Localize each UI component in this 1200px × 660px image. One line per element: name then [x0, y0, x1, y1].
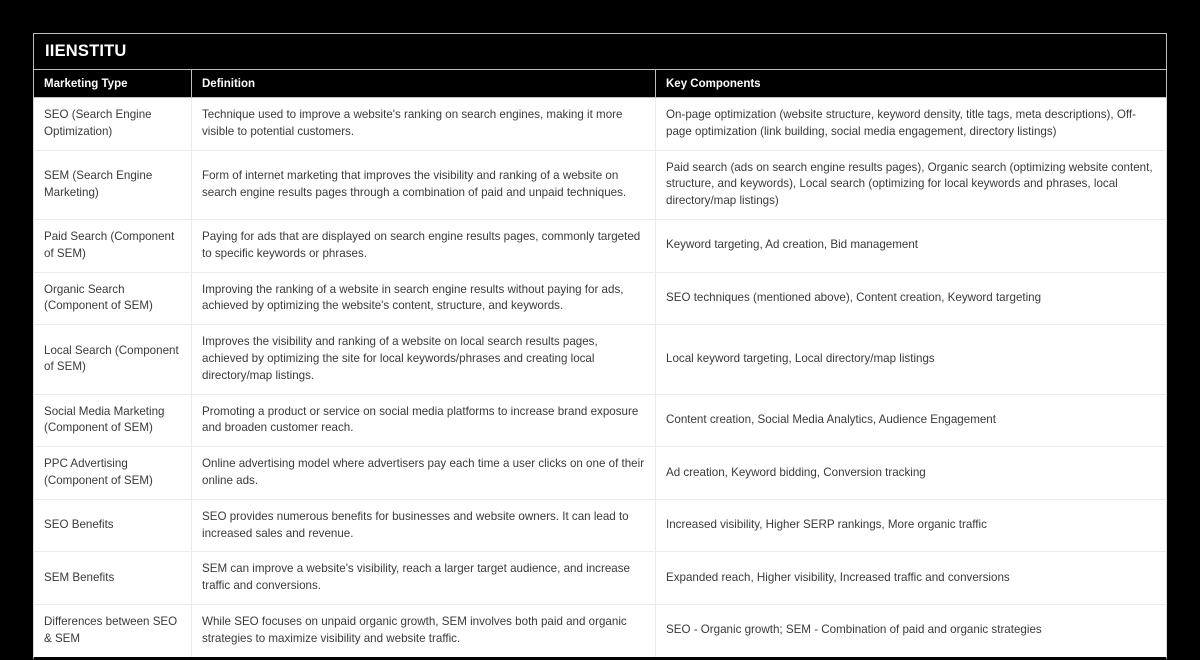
column-header-definition: Definition [191, 70, 655, 97]
cell-marketing-type: PPC Advertising (Component of SEM) [44, 457, 153, 487]
table-row [34, 273, 1166, 326]
table-row [34, 98, 1166, 151]
cell-marketing-type: SEO (Search Engine Optimization) [44, 108, 152, 138]
table-row [34, 552, 1166, 605]
table-row [34, 500, 1166, 553]
cell-definition: Promoting a product or service on social media platforms to increase brand exposure and broaden customer reach. [191, 395, 655, 447]
cell-key-components: Paid search (ads on search engine results pages), Organic search (optimizing website content, structure, and keywords), Local search (optimizing for local keywords and phrases, local directory/map listings) [655, 151, 1166, 219]
table-row [34, 325, 1166, 394]
cell-marketing-type: Organic Search (Component of SEM) [44, 282, 153, 313]
cell-key-components: Ad creation, Keyword bidding, Conversion tracking [655, 447, 1166, 499]
cell-marketing-type: SEM Benefits [44, 570, 115, 584]
cell-definition: SEO provides numerous benefits for businesses and website owners. It can lead to increased sales and revenue. [191, 500, 655, 552]
cell-key-components: Increased visibility, Higher SERP rankings, More organic traffic [655, 500, 1166, 552]
cell-definition: Improving the ranking of a website in search engine results without paying for ads, achieved by optimizing the website's content, structure, and keywords. [191, 273, 655, 325]
cell-marketing-type: Local Search (Component of SEM) [44, 343, 179, 374]
cell-marketing-type: Social Media Marketing (Component of SEM) [44, 404, 165, 435]
cell-marketing-type: SEO Benefits [44, 518, 114, 532]
table-row [34, 447, 1166, 500]
table-row [34, 220, 1166, 273]
cell-marketing-type: SEM (Search Engine Marketing) [44, 168, 153, 199]
column-header-key-components: Key Components [655, 70, 1166, 97]
table-row [34, 151, 1166, 220]
brand-title: IIENSTITU [45, 42, 127, 61]
column-header-marketing-type: Marketing Type [34, 70, 191, 97]
cell-key-components: SEO - Organic growth; SEM - Combination of paid and organic strategies [655, 605, 1166, 657]
comparison-table [33, 33, 1167, 660]
table-body [33, 98, 1167, 660]
cell-marketing-type: Paid Search (Component of SEM) [44, 229, 175, 260]
table-row [34, 395, 1166, 448]
cell-definition: Technique used to improve a website's ranking on search engines, making it more visible to potential customers. [191, 98, 655, 150]
cell-definition: Improves the visibility and ranking of a website on local search results pages, achieved by optimizing the site for local keywords/phrases and creating local directory/map listings. [191, 325, 655, 393]
cell-definition: Form of internet marketing that improves the visibility and ranking of a website on search engine results pages through a combination of paid and unpaid techniques. [191, 151, 655, 219]
cell-definition: Online advertising model where advertisers pay each time a user clicks on one of their online ads. [191, 447, 655, 499]
table-row [34, 605, 1166, 657]
cell-key-components: Expanded reach, Higher visibility, Increased traffic and conversions [655, 552, 1166, 604]
table-header-row [33, 70, 1167, 98]
brand-title-bar [33, 33, 1167, 70]
cell-key-components: Keyword targeting, Ad creation, Bid management [655, 220, 1166, 272]
cell-key-components: Local keyword targeting, Local directory/map listings [655, 325, 1166, 393]
cell-definition: While SEO focuses on unpaid organic growth, SEM involves both paid and organic strategies to maximize visibility and website traffic. [191, 605, 655, 657]
cell-key-components: On-page optimization (website structure, keyword density, title tags, meta descriptions), Off-page optimization (link building, social media engagement, directory listings) [655, 98, 1166, 150]
cell-marketing-type: Differences between SEO & SEM [44, 614, 178, 645]
cell-key-components: SEO techniques (mentioned above), Content creation, Keyword targeting [655, 273, 1166, 325]
cell-key-components: Content creation, Social Media Analytics, Audience Engagement [655, 395, 1166, 447]
cell-definition: Paying for ads that are displayed on search engine results pages, commonly targeted to specific keywords or phrases. [191, 220, 655, 272]
cell-definition: SEM can improve a website's visibility, reach a larger target audience, and increase traffic and conversions. [191, 552, 655, 604]
